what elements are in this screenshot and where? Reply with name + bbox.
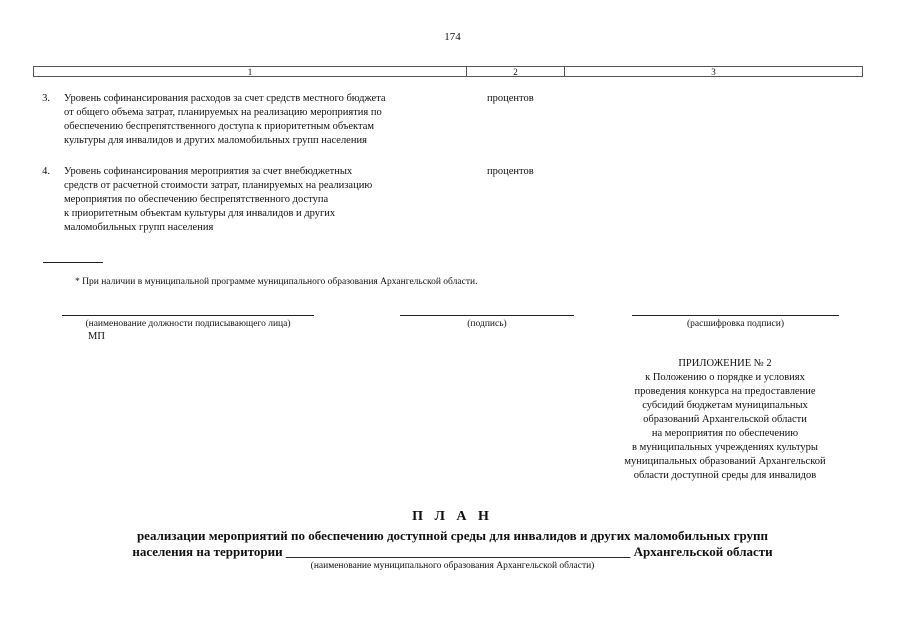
plan-subtitle-line-2: населения на территории _____________________________________________________ Архангельской области <box>132 544 773 559</box>
signature-line <box>400 315 574 316</box>
row-unit: процентов <box>487 93 534 104</box>
stamp-place: МП <box>88 331 105 342</box>
row-description-line: к приоритетным объектам культуры для инвалидов и других <box>64 208 336 219</box>
appendix-line: к Положению о порядке и условиях <box>645 372 805 383</box>
row-description-line: обеспечению беспрепятственного доступа к приоритетным объектам <box>64 121 375 132</box>
decoding-signature-line <box>632 315 839 316</box>
page-number: 174 <box>444 31 461 43</box>
decoding-caption: (расшифровка подписи) <box>687 319 784 329</box>
row-description-line: от общего объема затрат, планируемых на реализацию мероприятия по <box>64 107 382 118</box>
municipality-caption: (наименование муниципального образования Архангельской области) <box>310 561 595 571</box>
footnote-separator <box>43 262 103 263</box>
footnote: * При наличии в муниципальной программе муниципального образования Архангельской области. <box>75 277 478 287</box>
row-description <box>64 92 386 148</box>
row-description-line: средств от расчетной стоимости затрат, планируемых на реализацию <box>64 180 373 191</box>
row-description-line: маломобильных групп населения <box>64 222 214 233</box>
row-description-line: культуры для инвалидов и других маломобильных групп населения <box>64 135 367 146</box>
row-number: 3. <box>42 93 50 104</box>
appendix-line: в муниципальных учреждениях культуры <box>632 442 818 453</box>
appendix-line: образований Архангельской области <box>643 414 807 425</box>
row-description-line: Уровень софинансирования мероприятия за счет внебюджетных <box>64 166 353 177</box>
plan-title: П Л А Н <box>412 509 493 524</box>
row-description-line: Уровень софинансирования расходов за счет средств местного бюджета <box>64 93 386 104</box>
table-header-col-2: 2 <box>466 66 564 77</box>
row-description-line: мероприятия по обеспечению беспрепятственного доступа <box>64 194 329 205</box>
row-number: 4. <box>42 166 50 177</box>
row-unit: процентов <box>487 166 534 177</box>
appendix-line: субсидий бюджетам муниципальных <box>642 400 808 411</box>
appendix-line: области доступной среды для инвалидов <box>633 470 817 481</box>
position-signature-line <box>62 315 314 316</box>
appendix-line: проведения конкурса на предоставление <box>634 386 816 397</box>
appendix-line: муниципальных образований Архангельской <box>624 456 826 467</box>
appendix-title: ПРИЛОЖЕНИЕ № 2 <box>678 358 772 369</box>
appendix-block <box>580 357 870 483</box>
table-header-col-1: 1 <box>33 66 466 77</box>
row-description <box>64 165 372 235</box>
plan-subtitle-line-1: реализации мероприятий по обеспечению доступной среды для инвалидов и других маломобильных групп <box>136 528 769 543</box>
signature-caption: (подпись) <box>467 319 507 329</box>
appendix-line: на мероприятия по обеспечению <box>651 428 799 439</box>
table-header-col-3: 3 <box>564 66 863 77</box>
position-caption: (наименование должности подписывающего лица) <box>85 319 291 329</box>
